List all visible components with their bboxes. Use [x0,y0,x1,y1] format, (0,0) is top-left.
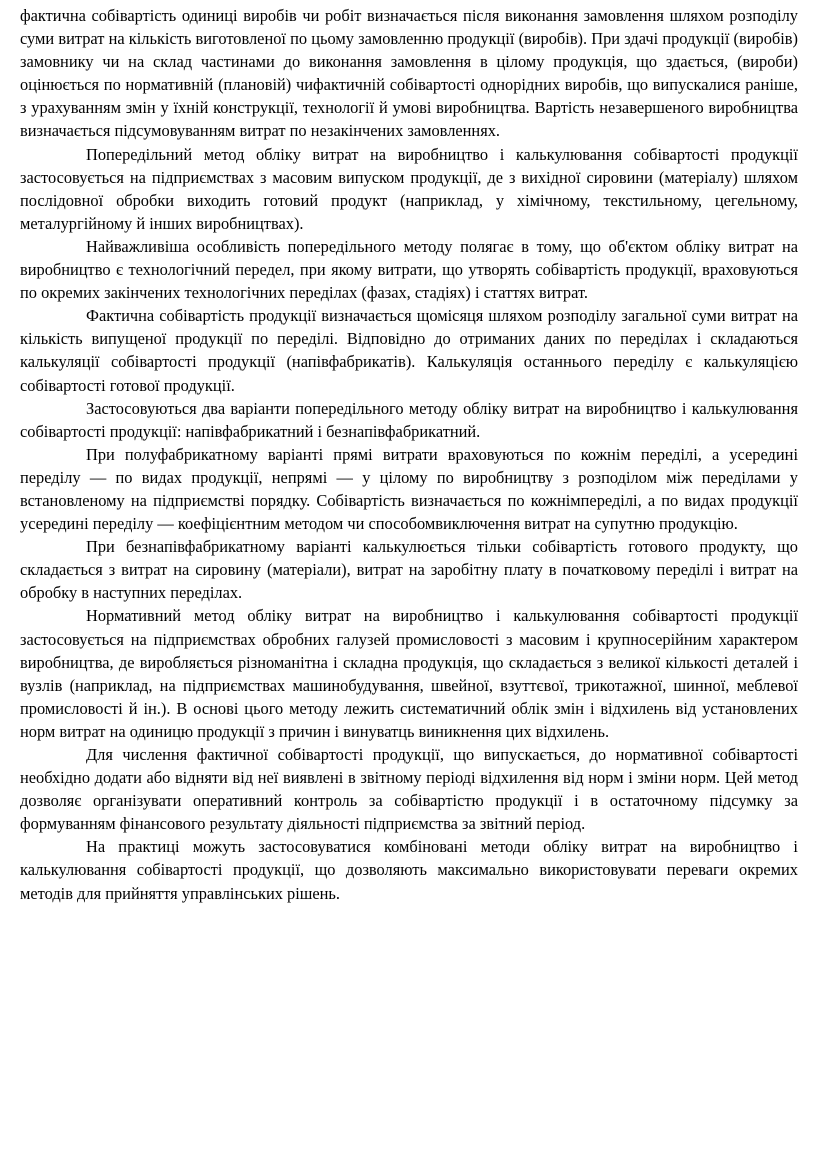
paragraph-non-semi-finished-variant: При безнапівфабрикатному варіанті калькулюється тільки собівартість готового продукту, що складається з витрат на сировину (матеріали), витрат на заробітну плату в початковому переділі і витрат на обробку в наступних переділах. [20,537,798,603]
paragraph-process-method: Попередільний метод обліку витрат на виробництво і калькулювання собівартості продукції застосовується на підприємствах з масовим випуском продукції, де з вихідної сировини (матеріалу) шляхом послідовної обробки виходить готовий продукт (наприклад, у хімічному, текстильному, цегельному, металургійному й інших виробництвах). [20,144,798,233]
paragraph-continuation: фактична собівартість одиниці виробів чи робіт визначається після виконання замовлення шляхом розподілу суми витрат на кількість виготовленої по цьому замовленню продукції (виробів). При здачі продукції (виробів) замовнику чи на склад частинами до виконання замовлення в цілому продукція, що здається, (вироби) оцінюється по нормативній (плановій) чифактичній собівартості однорідних виробів, що випускалися раніше, з урахуванням змін у їхній конструкції, технології й умові виробництва. Вартість незавершеного виробництва визначається підсумовуванням витрат по незакінчених замовленнях. [20,6,798,141]
document-page [20,4,798,905]
paragraph-process-feature: Найважливіша особливість попередільного методу полягає в тому, що об'єктом обліку витрат на виробництво є технологічний передел, при якому витрати, що утворять собівартість продукції, враховуються по окремих закінчених технологічних переділах (фазах, стадіях) і статтях витрат. [20,236,798,303]
paragraph-two-variants: Застосовуються два варіанти попередільного методу обліку витрат на виробництво і калькулювання собівартості продукції: напівфабрикатний і безнапівфабрикатний. [20,398,798,441]
paragraph-combined-methods: На практиці можуть застосовуватися комбіновані методи обліку витрат на виробництво і калькулювання собівартості продукції, що дозволяють максимально використовувати переваги окремих методів для прийняття управлінських рішень. [20,837,798,903]
paragraph-semi-finished-variant: При полуфабрикатному варіанті прямі витрати враховуються по кожнім переділі, а усередині переділу — по видах продукції, непрямі — у цілому по виробництву з розподілом між переділами у встановленому на підприємстві порядку. Собівартість визначається по кожнімпереділі, а по видах продукції усередині переділу — коефіцієнтним методом чи способомвиключення витрат на супутню продукцію. [20,444,798,534]
paragraph-normative-method: Нормативний метод обліку витрат на виробництво і калькулювання собівартості продукції застосовується на підприємствах обробних галузей промисловості з масовим і крупносерійним характером виробництва, де виробляється різноманітна і складна продукція, що складається з великої кількості деталей і вузлів (наприклад, на підприємствах машинобудування, швейної, взуттєвої, трикотажної, шинної, меблевої промисловості й ін.). В основі цього методу лежить систематичний облік змін і відхилень від установлених норм витрат на одиницю продукції з причин і винуватць виникнення цих відхилень. [20,606,798,741]
paragraph-actual-cost-calculation: Для числення фактичної собівартості продукції, що випускається, до нормативної собівартості необхідно додати або відняти від неї виявлені в звітному періоді відхилення від норм і зміни норм. Цей метод дозволяє організувати оперативний контроль за собівартістю продукції і в остаточному підсумку за формуванням фінансового результату діяльності підприємства за звітний період. [20,745,798,834]
paragraph-actual-cost: Фактична собівартість продукції визначається щомісяця шляхом розподілу загальної суми витрат на кількість випущеної продукції по переділі. Відповідно до отриманих даних по переділах і складаються калькуляції собівартості продукції (напівфабрикатів). Калькуляція останнього переділу є калькуляцією собівартості готової продукції. [20,306,798,395]
